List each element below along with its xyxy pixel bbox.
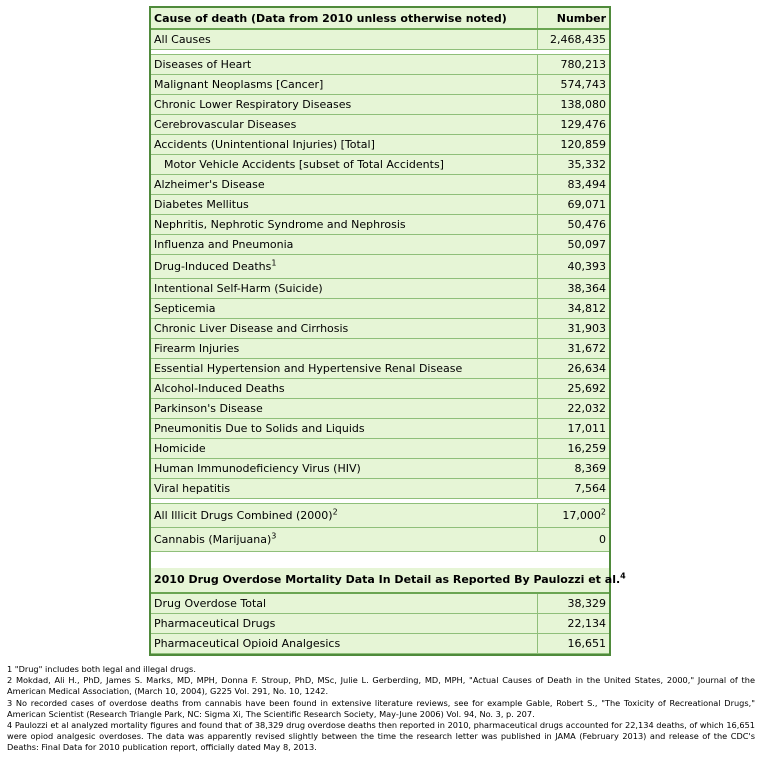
row-name-text: Drug-Induced Deaths: [154, 260, 272, 273]
table-row-all-causes: [151, 30, 609, 50]
row-value-text: 17,000: [562, 509, 601, 522]
table-row: [151, 115, 609, 135]
table-row: [151, 479, 609, 499]
table-row: [151, 195, 609, 215]
row-name-text: Diseases of Heart: [154, 58, 252, 71]
table-row: [151, 439, 609, 459]
table-body-overdose: [151, 594, 609, 654]
row-name: [151, 479, 538, 498]
row-name-text: Motor Vehicle Accidents [subset of Total Accidents]: [164, 158, 444, 171]
row-name-text: Drug Overdose Total: [154, 597, 267, 610]
footnote-ref: 2: [332, 507, 338, 517]
row-name: [151, 299, 538, 318]
row-name-text: Alcohol-Induced Deaths: [154, 382, 285, 395]
row-value: 780,213: [560, 58, 606, 71]
row-name-text: Septicemia: [154, 302, 216, 315]
row-name: [151, 594, 538, 613]
table-row: [151, 279, 609, 299]
row-name: [151, 528, 538, 551]
row-value: [538, 504, 609, 527]
row-name: [151, 235, 538, 254]
row-value: 120,859: [560, 138, 606, 151]
row-name-text: Chronic Lower Respiratory Diseases: [154, 98, 352, 111]
row-value: 38,329: [567, 597, 606, 610]
row-value: 138,080: [560, 98, 606, 111]
table-row: [151, 459, 609, 479]
row-name-text: Malignant Neoplasms [Cancer]: [154, 78, 324, 91]
footnote-ref: 1: [271, 258, 277, 268]
footnote-ref: 2: [600, 507, 606, 517]
table-row: [151, 175, 609, 195]
row-name-text: Accidents (Unintentional Injuries) [Total]: [154, 138, 375, 151]
row-value: 8,369: [574, 462, 606, 475]
row-value: 0: [599, 533, 606, 546]
row-value: 16,651: [567, 637, 606, 650]
row-name-text: Intentional Self-Harm (Suicide): [154, 282, 323, 295]
footnote-ref: 3: [271, 531, 277, 541]
row-name-text: Parkinson's Disease: [154, 402, 263, 415]
row-name-text: Diabetes Mellitus: [154, 198, 249, 211]
row-name: [151, 379, 538, 398]
table-body: [151, 55, 609, 499]
table-row: [151, 299, 609, 319]
table-row: [151, 255, 609, 279]
row-value: 50,476: [567, 218, 606, 231]
row-value: 16,259: [567, 442, 606, 455]
table-row: [151, 155, 609, 175]
table-row: [151, 379, 609, 399]
row-name-text: Viral hepatitis: [154, 482, 231, 495]
row-value: 34,812: [567, 302, 606, 315]
row-name: [151, 155, 538, 174]
row-name-text: Cerebrovascular Diseases: [154, 118, 297, 131]
table-row: [151, 359, 609, 379]
row-name: [151, 634, 538, 653]
row-name: [151, 55, 538, 74]
row-name-text: Pharmaceutical Drugs: [154, 617, 276, 630]
table-row: [151, 55, 609, 75]
row-name: [151, 279, 538, 298]
row-name: [151, 339, 538, 358]
section-title-text: 2010 Drug Overdose Mortality Data In Detail as Reported By Paulozzi et al.: [154, 573, 621, 586]
table-row: [151, 235, 609, 255]
row-value: 35,332: [567, 158, 606, 171]
row-name: [151, 319, 538, 338]
footnote: 4 Paulozzi et al analyzed mortality figures and found that of 38,329 drug overdose deaths then reported in 2010, pharmaceutical drugs accounted for 22,134 deaths, of which 16,651 were opiod analgesic overdoses. The data was apparently revised slightly between the time the research letter was published in JAMA (February 2013) and release of the CDC's Deaths: Final Data for 2010 publication report, officially dated May 8, 2013.: [7, 720, 755, 753]
row-value: 2,468,435: [550, 33, 606, 46]
row-name: All Causes: [151, 30, 538, 49]
section-title: [151, 568, 626, 594]
row-name-text: Influenza and Pneumonia: [154, 238, 294, 251]
footnote: 2 Mokdad, Ali H., PhD, James S. Marks, MD, MPH, Donna F. Stroup, PhD, MSc, Julie L. Gerberding, MD, MPH, "Actual Causes of Death in the United States, 2000," Journal of the American Medical Association, (March 10, 2004), G225 Vol. 291, No. 10, 1242.: [7, 675, 755, 697]
table-row: [151, 419, 609, 439]
row-name: [151, 399, 538, 418]
table-row: [151, 215, 609, 235]
row-value: 129,476: [560, 118, 606, 131]
row-name: [151, 195, 538, 214]
row-value: 7,564: [574, 482, 606, 495]
row-value: 22,134: [567, 617, 606, 630]
table-row-illicit: [151, 504, 609, 528]
row-name-text: Nephritis, Nephrotic Syndrome and Nephrosis: [154, 218, 406, 231]
footnote-ref: 4: [620, 571, 626, 581]
row-value: 26,634: [567, 362, 606, 375]
row-value: 40,393: [567, 260, 606, 273]
row-value: 31,672: [567, 342, 606, 355]
row-name: [151, 459, 538, 478]
table-row: [151, 614, 609, 634]
row-value: 50,097: [567, 238, 606, 251]
row-value: 38,364: [567, 282, 606, 295]
row-value: 83,494: [567, 178, 606, 191]
table-header: [151, 8, 609, 30]
row-name-text: Pharmaceutical Opioid Analgesics: [154, 637, 341, 650]
table-row: [151, 135, 609, 155]
row-name: [151, 504, 538, 527]
causes-of-death-table: [149, 6, 626, 656]
row-name: [151, 95, 538, 114]
row-name-text: Homicide: [154, 442, 206, 455]
header-number: Number: [556, 12, 606, 25]
row-value: 31,903: [567, 322, 606, 335]
section-spacer: [151, 552, 609, 568]
row-name-text: Human Immunodeficiency Virus (HIV): [154, 462, 361, 475]
table-row: [151, 634, 609, 654]
row-name-text: Cannabis (Marijuana): [154, 533, 272, 546]
row-name: [151, 439, 538, 458]
row-name: [151, 419, 538, 438]
row-name: [151, 135, 538, 154]
table-row-cannabis: [151, 528, 609, 552]
footnotes: [7, 664, 755, 754]
row-value: 574,743: [560, 78, 606, 91]
row-value: 25,692: [567, 382, 606, 395]
row-name: [151, 359, 538, 378]
row-name-text: Pneumonitis Due to Solids and Liquids: [154, 422, 365, 435]
row-value: 22,032: [567, 402, 606, 415]
header-cause: Cause of death (Data from 2010 unless otherwise noted): [151, 8, 538, 28]
row-name-text: Essential Hypertension and Hypertensive Renal Disease: [154, 362, 463, 375]
footnote: 1 "Drug" includes both legal and illegal drugs.: [7, 664, 196, 674]
row-name-text: Alzheimer's Disease: [154, 178, 265, 191]
table-row: [151, 399, 609, 419]
table-row: [151, 95, 609, 115]
row-name: [151, 175, 538, 194]
row-name-text: All Illicit Drugs Combined (2000): [154, 509, 333, 522]
row-name-text: Chronic Liver Disease and Cirrhosis: [154, 322, 349, 335]
table-row: [151, 339, 609, 359]
table-row: [151, 319, 609, 339]
row-name-text: Firearm Injuries: [154, 342, 240, 355]
footnote: 3 No recorded cases of overdose deaths from cannabis have been found in extensive literature reviews, see for example Gable, Robert S., "The Toxicity of Recreational Drugs," American Scientist (Research Triangle Park, NC: Sigma Xi, The Scientific Research Society, May-June 2006) Vol. 94, No. 3, p. 207.: [7, 697, 755, 719]
table-row: [151, 75, 609, 95]
row-name: [151, 614, 538, 633]
row-name: [151, 215, 538, 234]
row-name: [151, 255, 538, 278]
row-name: [151, 115, 538, 134]
row-value: 69,071: [567, 198, 606, 211]
table-row: [151, 594, 609, 614]
row-value: 17,011: [567, 422, 606, 435]
row-name: [151, 75, 538, 94]
